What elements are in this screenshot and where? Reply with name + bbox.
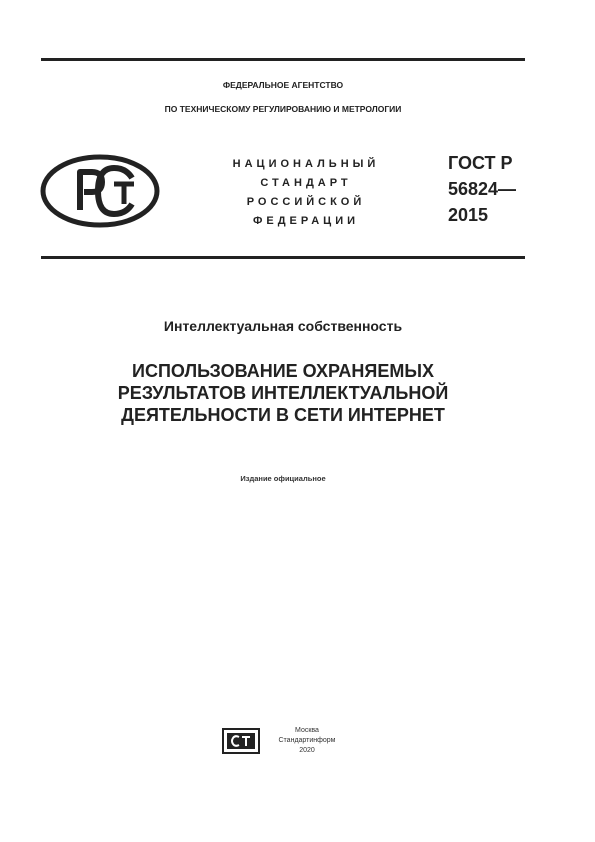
designation-line3: 2015 <box>448 205 489 225</box>
national-line: СТАНДАРТ <box>260 177 352 189</box>
publisher-year: 2020 <box>299 747 315 754</box>
publisher-city: Москва <box>295 727 319 734</box>
title-line: РЕЗУЛЬТАТОВ ИНТЕЛЛЕКТУАЛЬНОЙ <box>117 383 449 403</box>
publisher-info <box>262 726 352 756</box>
agency-name-line2: ПО ТЕХНИЧЕСКОМУ РЕГУЛИРОВАНИЮ И МЕТРОЛОГИИ <box>164 104 402 114</box>
edition-label: Издание официальное <box>240 474 326 483</box>
bottom-rule <box>41 256 525 259</box>
document-title <box>41 360 525 426</box>
publisher-name: Стандартинформ <box>278 737 336 744</box>
agency-name-line1: ФЕДЕРАЛЬНОЕ АГЕНТСТВО <box>222 80 344 90</box>
designation-line2: 56824— <box>448 179 517 199</box>
national-line: ФЕДЕРАЦИИ <box>252 215 360 227</box>
document-subject: Интеллектуальная собственность <box>163 318 403 334</box>
title-line: ИСПОЛЬЗОВАНИЕ ОХРАНЯЕМЫХ <box>132 361 434 381</box>
national-standard-label <box>218 155 394 231</box>
national-line: РОССИЙСКОЙ <box>246 196 366 208</box>
standard-designation <box>448 150 516 228</box>
top-rule <box>41 58 525 61</box>
gost-r-mark-icon <box>40 154 160 228</box>
title-line: ДЕЯТЕЛЬНОСТИ В СЕТИ ИНТЕРНЕТ <box>121 405 445 425</box>
national-line: НАЦИОНАЛЬНЫЙ <box>232 158 380 170</box>
designation-line1: ГОСТ Р <box>448 153 513 173</box>
standartinform-logo-icon <box>222 728 260 754</box>
